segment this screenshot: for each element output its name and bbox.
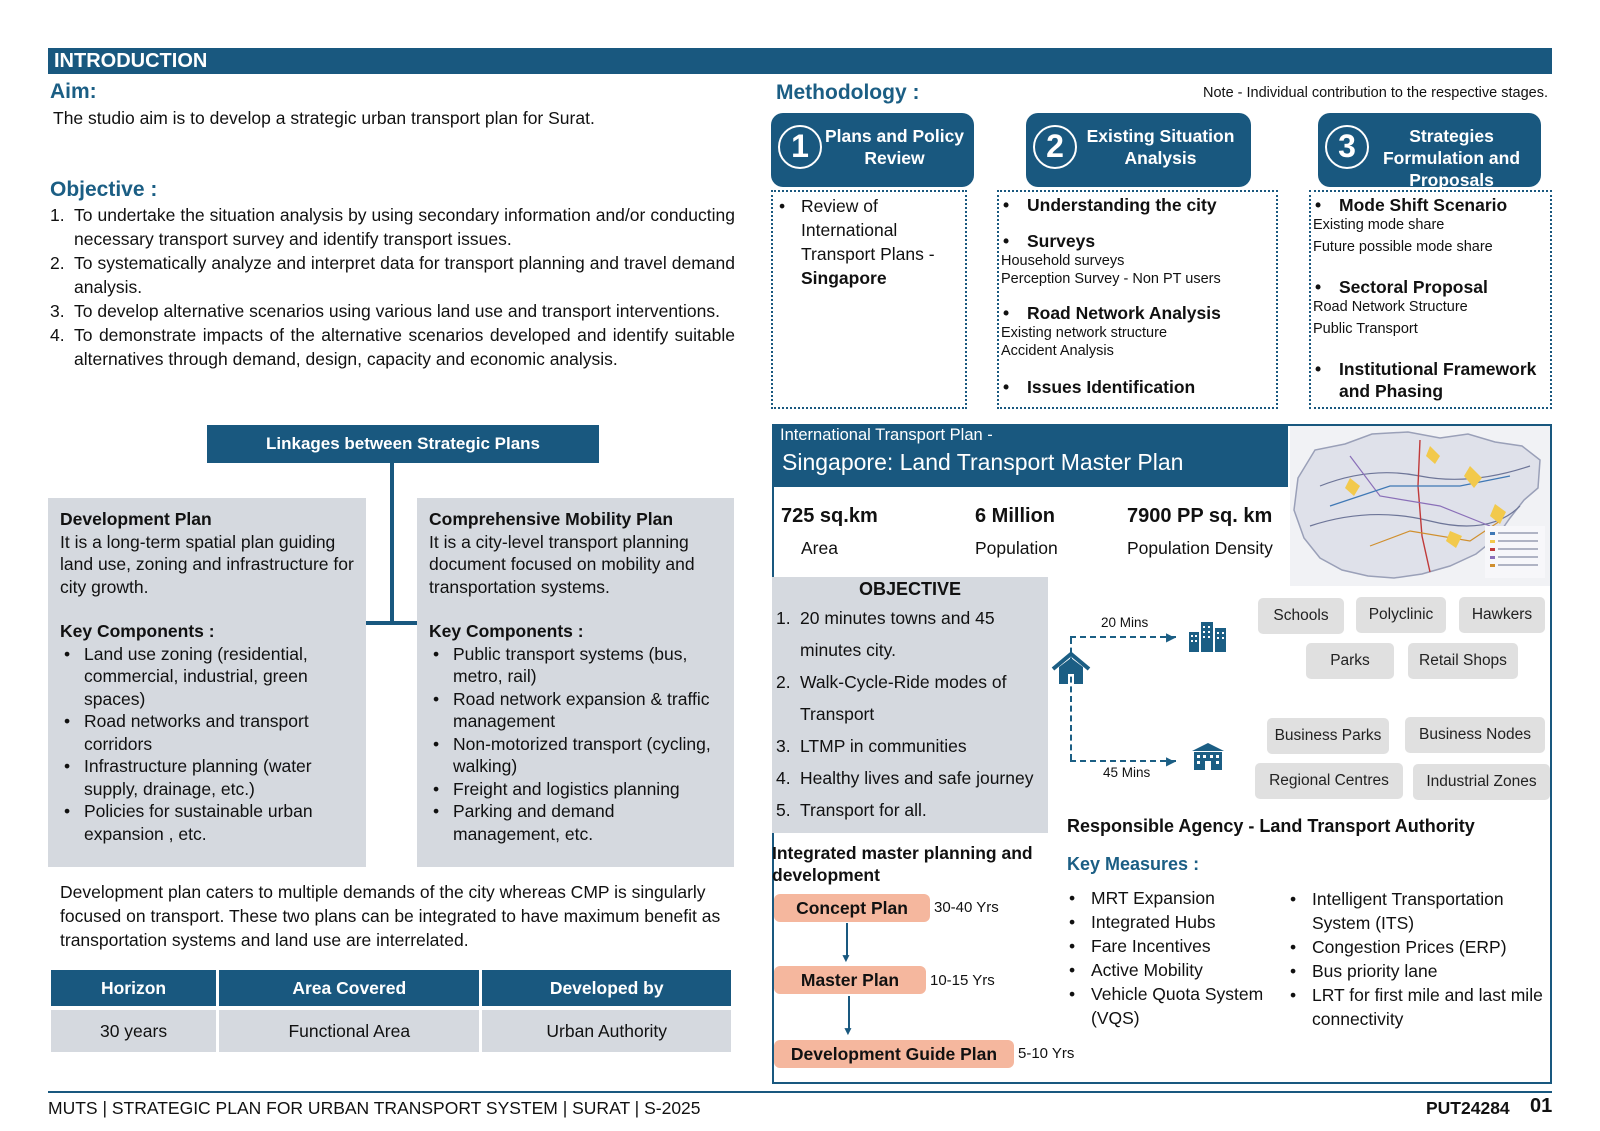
integrated-planning-title: Integrated master planning and development	[772, 843, 1033, 885]
objective-item: 1. 20 minutes towns and 45 minutes city.	[776, 608, 995, 660]
cmp-card	[417, 498, 734, 867]
development-guide-plan-years: 5-10 Yrs	[1018, 1045, 1075, 1062]
section-title: INTRODUCTION	[54, 50, 208, 72]
bullet-item: • Mode Shift Scenario	[1313, 194, 1548, 216]
aim-heading: Aim:	[50, 80, 97, 103]
objective-item: 4. Healthy lives and safe journey	[776, 768, 1034, 788]
list-item: • Road networks and transport corridors	[60, 710, 354, 755]
linkages-title: Linkages between Strategic Plans	[207, 425, 599, 463]
table-cell: Functional Area	[219, 1010, 479, 1052]
singapore-objective-panel	[772, 577, 1048, 833]
sub-item: Perception Survey - Non PT users	[1001, 271, 1221, 287]
list-item: • Congestion Prices (ERP)	[1288, 935, 1550, 959]
page-number: 01	[1530, 1095, 1553, 1117]
footer-text: MUTS | STRATEGIC PLAN FOR URBAN TRANSPORT SYSTEM | SURAT | S-2025	[48, 1098, 701, 1118]
table-header: Developed by	[482, 970, 731, 1010]
stat-density-label: Population Density	[1127, 538, 1273, 558]
table-row	[51, 1010, 731, 1052]
objective-item: 1. To undertake the situation analysis by using secondary information and/or conducting necessary transport survey and identify transport issues.	[50, 205, 735, 249]
chip-retail-shops: Retail Shops	[1408, 643, 1518, 679]
time-label-20: 20 Mins	[1101, 615, 1149, 630]
stage-number: 1	[778, 125, 822, 169]
list-item: • Land use zoning (residential, commercial, industrial, green spaces)	[60, 643, 354, 711]
city-buildings-icon	[1188, 620, 1228, 652]
stage-2-card	[1026, 113, 1251, 187]
bullet-item: • Issues Identification	[1001, 376, 1274, 398]
key-components-title: Key Components :	[429, 621, 584, 641]
concept-plan-box: Concept Plan	[774, 894, 930, 922]
stage-1-details	[771, 190, 967, 409]
stage-number: 2	[1033, 125, 1077, 169]
chip-regional-centres: Regional Centres	[1255, 763, 1403, 799]
list-item: • Public transport systems (bus, metro, rail)	[429, 643, 722, 688]
development-guide-plan-box: Development Guide Plan	[774, 1040, 1014, 1068]
dashed-connector	[1070, 760, 1176, 762]
bullet-item: • Institutional Framework and Phasing	[1313, 358, 1548, 402]
stat-area-value: 725 sq.km	[781, 505, 878, 527]
stat-population-value: 6 Million	[975, 505, 1055, 527]
arrow-head-icon: ▶	[1166, 630, 1176, 644]
section-header-bar	[48, 48, 1552, 74]
stat-area-label: Area	[801, 538, 838, 558]
bullet-item: • Sectoral Proposal	[1313, 276, 1548, 298]
sub-item: Public Transport	[1313, 321, 1418, 337]
time-label-45: 45 Mins	[1103, 765, 1151, 780]
list-item: • Active Mobility	[1067, 958, 1277, 982]
table-header: Horizon	[51, 970, 216, 1010]
stage-1-card	[771, 113, 974, 187]
key-measures-left	[1067, 886, 1277, 1030]
table-cell: Urban Authority	[482, 1010, 731, 1052]
master-plan-box: Master Plan	[774, 966, 926, 994]
stage-3-card	[1318, 113, 1541, 190]
methodology-note: Note - Individual contribution to the respective stages.	[1203, 85, 1548, 101]
chip-parks: Parks	[1306, 643, 1394, 679]
list-item: • MRT Expansion	[1067, 886, 1277, 910]
singapore-title: Singapore: Land Transport Master Plan	[782, 449, 1184, 475]
bullet-item: • Surveys	[1001, 230, 1274, 252]
stage-label: Strategies Formulation and Proposals	[1382, 126, 1521, 190]
objective-item: 2. Walk-Cycle-Ride modes of Transport	[776, 672, 1007, 724]
objective-item: 2. To systematically analyze and interpret data for transport planning and travel demand analysis.	[50, 253, 735, 297]
list-item: • Road network expansion & traffic management	[429, 688, 722, 733]
arrow-head-icon: ▶	[1166, 754, 1176, 768]
stage-label: Existing Situation Analysis	[1086, 126, 1235, 168]
aim-text: The studio aim is to develop a strategic urban transport plan for Surat.	[53, 108, 595, 128]
stat-density-value: 7900 PP sq. km	[1127, 505, 1273, 527]
sub-item: Future possible mode share	[1313, 239, 1493, 255]
development-plan-desc: It is a long-term spatial plan guiding land use, zoning and infrastructure for city growth.	[60, 531, 354, 597]
linkage-connector-horizontal	[365, 621, 417, 625]
cmp-desc: It is a city-level transport planning document focused on mobility and transportation systems.	[429, 531, 695, 597]
objective-list	[50, 203, 735, 371]
stat-population-label: Population	[975, 538, 1058, 558]
dashed-connector	[1070, 636, 1176, 638]
chip-polyclinic: Polyclinic	[1356, 597, 1446, 633]
stage-label: Plans and Policy Review	[824, 126, 965, 168]
list-item: • LRT for first mile and last mile connectivity	[1288, 983, 1550, 1031]
objective-item: 5. Transport for all.	[776, 800, 927, 820]
table-header: Area Covered	[219, 970, 479, 1010]
objective-item: 3. To develop alternative scenarios using various land use and transport interventions.	[50, 301, 720, 321]
objective-item: 4. To demonstrate impacts of the alternative scenarios developed and identify suitable alternatives through demand, design, capacity and economic analysis.	[50, 325, 735, 369]
responsible-agency: Responsible Agency - Land Transport Authority	[1067, 816, 1475, 836]
sub-item: Household surveys	[1001, 253, 1125, 269]
sub-item: Existing network structure	[1001, 325, 1168, 341]
stage-3-details	[1309, 190, 1552, 409]
list-item: • Bus priority lane	[1288, 959, 1550, 983]
objective-item: 3. LTMP in communities	[776, 736, 967, 756]
stage-number: 3	[1325, 125, 1369, 169]
stage-2-details	[997, 190, 1278, 409]
footer-divider	[48, 1091, 1552, 1093]
list-item: • Intelligent Transportation System (ITS)	[1288, 887, 1550, 935]
singapore-map	[1290, 426, 1550, 586]
chip-schools: Schools	[1258, 598, 1344, 634]
chip-business-nodes: Business Nodes	[1405, 717, 1545, 753]
development-plan-card	[48, 498, 366, 867]
table-cell: 30 years	[51, 1010, 216, 1052]
business-building-icon	[1190, 742, 1226, 772]
plan-attributes-table	[48, 970, 734, 1052]
list-item: • Non-motorized transport (cycling, walking)	[429, 733, 722, 778]
key-measures-right	[1288, 887, 1550, 1031]
list-item: • Integrated Hubs	[1067, 910, 1277, 934]
cmp-title: Comprehensive Mobility Plan	[429, 509, 674, 529]
master-plan-years: 10-15 Yrs	[930, 972, 995, 989]
methodology-heading: Methodology :	[776, 81, 920, 104]
objective-heading: Objective :	[50, 178, 158, 201]
list-item: • Vehicle Quota System (VQS)	[1067, 982, 1277, 1030]
key-components-title: Key Components :	[60, 621, 215, 641]
objective-title: OBJECTIVE	[858, 579, 962, 599]
chip-industrial-zones: Industrial Zones	[1413, 764, 1550, 800]
chip-business-parks: Business Parks	[1267, 718, 1389, 754]
chip-hawkers: Hawkers	[1459, 597, 1545, 633]
linkages-summary: Development plan caters to multiple demands of the city whereas CMP is singularly focused on transport. These two plans can be integrated to have maximum benefit as transportation systems and land use are interrelated.	[60, 882, 721, 950]
bullet-item: • Road Network Analysis	[1001, 302, 1274, 324]
footer-code: PUT24284	[1426, 1098, 1510, 1118]
dashed-connector	[1070, 638, 1072, 760]
list-item: • Freight and logistics planning	[429, 778, 722, 801]
list-item: • Infrastructure planning (water supply, drainage, etc.)	[60, 755, 354, 800]
sub-item: Road Network Structure	[1313, 299, 1468, 315]
linkage-connector-vertical	[390, 463, 394, 623]
list-item: • Review of International Transport Plans - Singapore	[779, 196, 935, 288]
singapore-header	[772, 424, 1288, 487]
arrow-down-icon: ▼	[842, 1024, 854, 1038]
list-item: • Fare Incentives	[1067, 934, 1277, 958]
list-item: • Parking and demand management, etc.	[429, 800, 722, 845]
singapore-subtitle: International Transport Plan -	[780, 426, 993, 444]
bullet-item: • Understanding the city	[1001, 194, 1274, 216]
sub-item: Existing mode share	[1313, 217, 1445, 233]
key-measures-title: Key Measures :	[1067, 854, 1200, 874]
arrow-down-icon: ▼	[840, 951, 852, 965]
development-plan-title: Development Plan	[60, 509, 212, 529]
list-item: • Policies for sustainable urban expansion , etc.	[60, 800, 354, 845]
sub-item: Accident Analysis	[1001, 343, 1114, 359]
concept-plan-years: 30-40 Yrs	[934, 899, 999, 916]
